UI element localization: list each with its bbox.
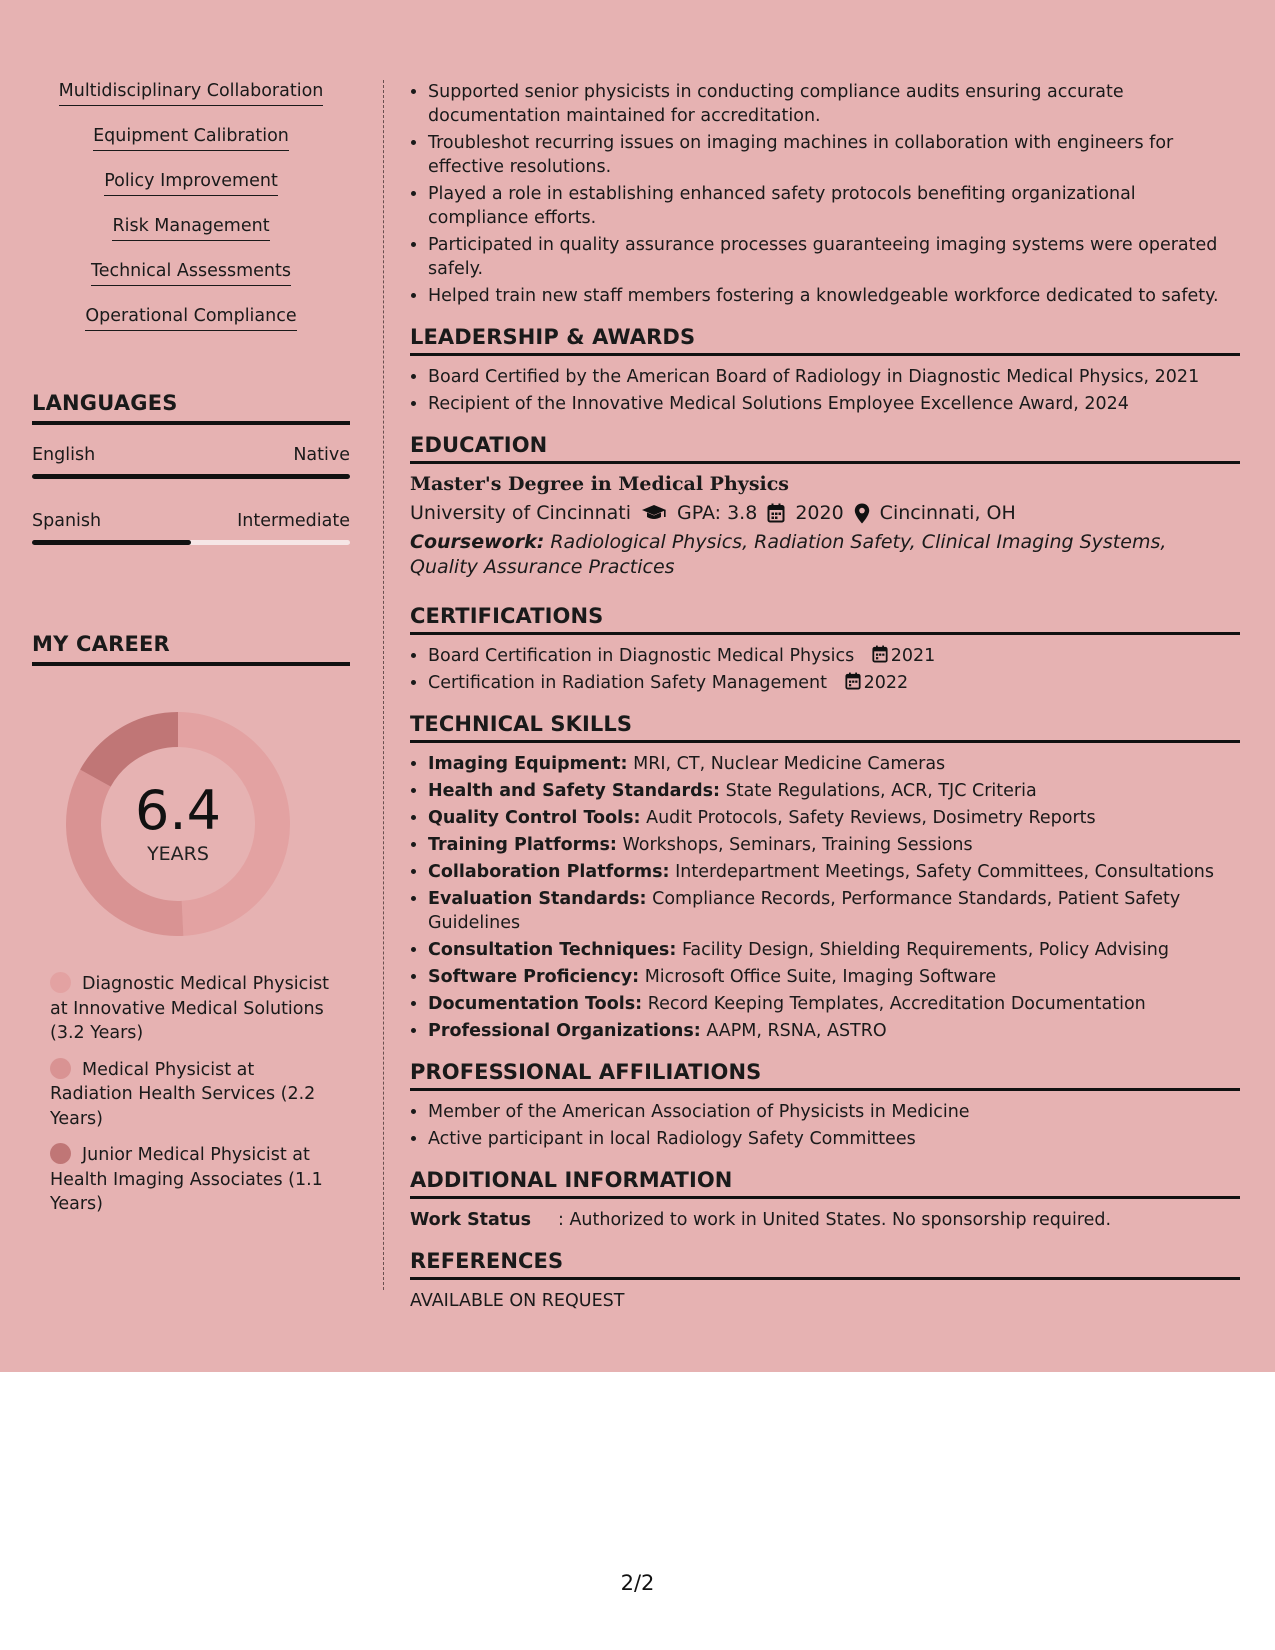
languages-heading: LANGUAGES <box>32 391 350 425</box>
leadership-item: • Board Certified by the American Board of Radiology in Diagnostic Medical Physics, 2021 <box>428 365 1240 389</box>
skill-tags <box>32 80 350 350</box>
career-total-unit: YEARS <box>147 843 209 865</box>
references-heading: REFERENCES <box>410 1249 1240 1280</box>
location-pin-icon <box>854 503 870 524</box>
technical-skill-item: • Training Platforms: Workshops, Seminars, Training Sessions <box>428 833 1240 857</box>
graduation-year: 2020 <box>795 502 844 524</box>
languages-section <box>32 391 350 545</box>
leadership-item: • Recipient of the Innovative Medical Solutions Employee Excellence Award, 2024 <box>428 392 1240 416</box>
coursework-label: Coursework: <box>410 531 545 553</box>
legend-dot-icon <box>50 1143 71 1164</box>
technical-skill-item: • Imaging Equipment: MRI, CT, Nuclear Medicine Cameras <box>428 752 1240 776</box>
skill-tag: Operational Compliance <box>32 305 350 350</box>
certification-name: Certification in Radiation Safety Management <box>428 673 827 693</box>
degree-title: Master's Degree in Medical Physics <box>410 473 789 495</box>
references-text: AVAILABLE ON REQUEST <box>410 1291 625 1311</box>
career-section <box>32 632 350 1214</box>
calendar-icon <box>845 672 861 690</box>
technical-skill-item: • Professional Organizations: AAPM, RSNA, ASTRO <box>428 1019 1240 1043</box>
certification-item <box>428 644 1240 668</box>
language-bar-fill <box>32 540 191 545</box>
school-name: University of Cincinnati <box>410 502 632 524</box>
graduation-cap-icon <box>641 504 667 522</box>
affiliations-heading: PROFESSIONAL AFFILIATIONS <box>410 1060 1240 1091</box>
donut-center <box>66 712 290 936</box>
experience-bullet: • Troubleshot recurring issues on imaging machines in collaboration with engineers for effective resolutions. <box>428 131 1240 179</box>
additional-info-heading: ADDITIONAL INFORMATION <box>410 1168 1240 1199</box>
certification-year: 2021 <box>872 646 936 666</box>
page-number: 2/2 <box>620 1571 655 1595</box>
language-name: English <box>32 445 96 465</box>
certifications-heading: CERTIFICATIONS <box>410 604 1240 635</box>
technical-skills-list <box>410 752 1240 1043</box>
coursework <box>410 530 1240 580</box>
experience-bullet: • Helped train new staff members fostering a knowledgeable workforce dedicated to safety. <box>428 284 1240 308</box>
affiliation-item: • Member of the American Association of Physicists in Medicine <box>428 1100 1240 1124</box>
career-donut <box>66 712 290 936</box>
technical-skill-item: • Collaboration Platforms: Interdepartment Meetings, Safety Committees, Consultations <box>428 860 1240 884</box>
experience-bullet: • Played a role in establishing enhanced safety protocols benefiting organizational compliance efforts. <box>428 182 1240 230</box>
language-name: Spanish <box>32 511 102 531</box>
technical-skill-item: • Documentation Tools: Record Keeping Templates, Accreditation Documentation <box>428 992 1240 1016</box>
skill-tag: Technical Assessments <box>32 260 350 305</box>
coursework-text: Radiological Physics, Radiation Safety, Clinical Imaging Systems, Quality Assurance Practices <box>410 531 1167 578</box>
language-row <box>32 511 350 531</box>
legend-dot-icon <box>50 972 71 993</box>
skill-tag: Policy Improvement <box>32 170 350 215</box>
education-heading: EDUCATION <box>410 433 1240 464</box>
career-item: Diagnostic Medical Physicist at Innovative Medical Solutions (3.2 Years) <box>50 974 330 1043</box>
experience-bullet: • Supported senior physicists in conducting compliance audits ensuring accurate documentation maintained for accreditation. <box>428 80 1240 128</box>
language-bar <box>32 540 350 545</box>
certification-year: 2022 <box>845 673 909 693</box>
gpa: GPA: 3.8 <box>677 502 758 524</box>
career-item: Medical Physicist at Radiation Health Services (2.2 Years) <box>50 1059 316 1129</box>
technical-skill-item: • Software Proficiency: Microsoft Office Suite, Imaging Software <box>428 965 1240 989</box>
education-meta <box>410 502 1240 524</box>
certification-name: Board Certification in Diagnostic Medical Physics <box>428 646 855 666</box>
legend-dot-icon <box>50 1058 71 1079</box>
skill-tag: Risk Management <box>32 215 350 260</box>
certification-item <box>428 671 1240 695</box>
technical-skill-item: • Health and Safety Standards: State Regulations, ACR, TJC Criteria <box>428 779 1240 803</box>
left-column <box>32 80 350 1214</box>
affiliation-item: • Active participant in local Radiology Safety Committees <box>428 1127 1240 1151</box>
work-status-label: Work Status <box>410 1210 532 1230</box>
right-column <box>410 80 1240 1313</box>
technical-skill-item: • Evaluation Standards: Compliance Records, Performance Standards, Patient Safety Guidelines <box>428 887 1240 935</box>
technical-skill-item: • Quality Control Tools: Audit Protocols, Safety Reviews, Dosimetry Reports <box>428 806 1240 830</box>
skill-tag: Multidisciplinary Collaboration <box>32 80 350 125</box>
work-status-row <box>410 1208 1240 1232</box>
language-row <box>32 445 350 465</box>
calendar-icon <box>767 503 785 523</box>
language-bar-fill <box>32 474 350 479</box>
experience-bullets <box>410 80 1240 308</box>
work-status-value: : Authorized to work in United States. No sponsorship required. <box>558 1210 1112 1230</box>
certifications-list <box>410 644 1240 695</box>
leadership-list <box>410 365 1240 416</box>
language-level: Intermediate <box>237 511 350 531</box>
language-level: Native <box>293 445 350 465</box>
experience-bullet: • Participated in quality assurance processes guaranteeing imaging systems were operated safely. <box>428 233 1240 281</box>
career-total-value: 6.4 <box>135 779 221 842</box>
leadership-heading: LEADERSHIP & AWARDS <box>410 325 1240 356</box>
affiliations-list <box>410 1100 1240 1151</box>
career-heading: MY CAREER <box>32 632 350 666</box>
calendar-icon <box>872 645 888 663</box>
column-divider <box>383 80 384 1290</box>
career-list <box>50 972 330 1229</box>
technical-skill-item: • Consultation Techniques: Facility Design, Shielding Requirements, Policy Advising <box>428 938 1240 962</box>
school-location: Cincinnati, OH <box>879 502 1016 524</box>
career-item: Junior Medical Physicist at Health Imaging Associates (1.1 Years) <box>50 1145 323 1214</box>
language-bar <box>32 474 350 479</box>
technical-skills-heading: TECHNICAL SKILLS <box>410 712 1240 743</box>
skill-tag: Equipment Calibration <box>32 125 350 170</box>
